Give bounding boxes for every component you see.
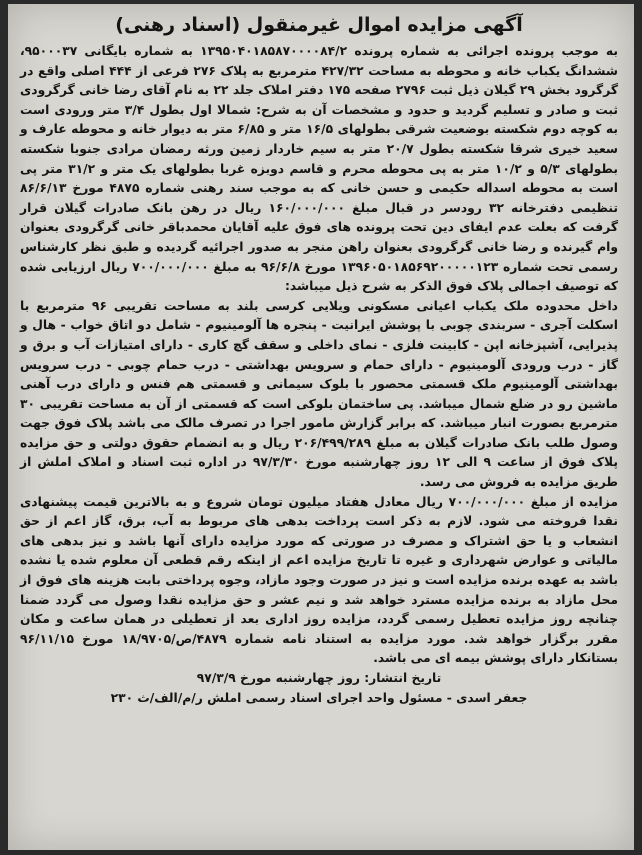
notice-title: آگهی مزایده اموال غیرمنقول (اسناد رهنی) <box>115 14 523 36</box>
notice-paragraph-property: به موجب پرونده اجرائی به شماره پرونده ۱۳۹۵۰۴۰۱۸۵۸۷۰۰۰۰۸۴/۲ به شماره بایگانی ۹۵۰۰۰۳۷، ششدانگ یکباب خانه و محوطه به مساحت ۴۲۷/۳۲ مترمربع به پلاک ۲۷۶ فرعی از ۴۴۴ اصلی واقع در گرگرود بخش ۲۹ گیلان ذیل ثبت ۲۷۹۶ صفحه ۱۷۵ دفتر املاک جلد ۲۲ به نام آقای رضا خانی گرگرودی ثبت و صادر و تسلیم گردید و حدود و مشخصات آن به شرح: شمالا اول بطول ۳/۴ متر ورودی است به کوچه دوم شکسته بوضعیت شرقی بطولهای ۱۶/۵ متر و ۶/۸۵ متر به دیوار خانه و محوطه عارف و سعید خیری شرقا شکسته بطول ۲۰/۷ متر به سیم خاردار زمین ورثه رمضان مرادی جنوبا شکسته بطولهای ۵/۳ و ۱۰/۲ متر به پی محوطه محرم و قاسم دوبزه غربا بطولهای یک متر و ۳۱/۲ متر پی است به محوطه اسداله حکیمی و حسن خانی که به موجب سند رهنی شماره ۴۸۷۵ مورخ ۸۶/۶/۱۳ تنظیمی دفترخانه ۳۲ رودسر در قبال مبلغ ۱۶۰/۰۰۰/۰۰۰ ریال در رهن بانک صادرات گیلان قرار گرفت که بعلت عدم ایفای دین تحت پرونده های فوق علیه آقایان محمدباقر خانی گرگرودی بعنوان وام گیرنده و رضا خانی گرگرودی بعنوان راهن منجر به صدور اجرائیه گردیده و طبق نظر کارشناس رسمی تحت شماره ۱۳۹۶۰۵۰۱۸۵۶۹۲۰۰۰۰۰۱۲۳ مورخ ۹۶/۶/۸ به مبلغ ۷۰۰/۰۰۰/۰۰۰ ریال ارزیابی شده که توصیف اجمالی پلاک فوق الذکر به شرح ذیل میباشد: <box>20 44 619 294</box>
notice-paragraph-terms: مزایده از مبلغ ۷۰۰/۰۰۰/۰۰۰ ریال معادل هفتاد میلیون تومان شروع و به بالاترین قیمت پیشنهادی نقدا فروخته می شود. لازم به ذکر است پرداخت بدهی های مربوط به آب، برق، گاز اعم از حق انشعاب و یا حق اشتراک و مصرف در صورتی که مورد مزایده دارای آنها باشد و نیز بدهی های مالیاتی و عوارض شهرداری و غیره تا تاریخ مزایده اعم از اینکه رقم قطعی آن معلوم شده یا نشده باشد به عهده برنده مزایده است و نیز در صورت وجود مازاد، وجوه پرداختی بابت هزینه های فوق از محل مازاد به برنده مزایده مسترد خواهد شد و نیم عشر و حق مزایده نقدا وصول می گردد ضمنا چنانچه روز مزایده تعطیل رسمی گردد، مزایده روز اداری بعد از تعطیلی در همان ساعت و مکان مقرر برگزار خواهد شد. مورد مزایده به استناد نامه شماره ۴۸۷۹/ص/۱۸/۹۷۰۵ مورخ ۹۶/۱۱/۱۵ بستانکار دارای پوشش بیمه ای می باشد. <box>20 494 618 666</box>
signature: جعفر اسدی - مسئول واحد اجرای اسناد رسمی املش ر/م/الف/ث ۲۳۰ <box>110 690 528 705</box>
notice-paragraph-description: داخل محدوده ملک یکباب اعیانی مسکونی ویلایی کرسی بلند به مساحت تقریبی ۹۶ مترمربع با اسکلت آجری - سربندی چوبی با پوشش ایرانیت - پنجره ها آلومینیوم - شامل دو اتاق خواب - هال و پذیرایی، آشپزخانه اپن - کابینت فلزی - نمای داخلی و سقف گچ کاری - دارای امتیازات آب و برق و گاز - درب ورودی آلومینیوم - دارای حمام و سرویس بهداشتی - درب حمام چوبی - درب سرویس بهداشتی آلومینیوم ملک قسمتی محصور با بلوک سیمانی و قسمتی هم فنس و دارای درب آهنی ماشین رو در ضلع شمال میباشد. پی ساختمان بلوکی است که قسمتی از آن به مساحت تقریبی ۳۰ مترمربع بصورت انبار میباشد. که برابر گزارش مامور اجرا در تصرف مالک می باشد پلاک فوق جهت وصول طلب بانک صادرات گیلان به مبلغ ۲۰۶/۴۹۹/۲۸۹ ریال و به انضمام حقوق دولتی و حق مزایده پلاک فوق از ساعت ۹ الی ۱۲ روز چهارشنبه مورخ ۹۷/۳/۳۰ در اداره ثبت اسناد و املاک املش از طریق مزایده به فروش می رسد. <box>20 298 618 490</box>
newspaper-notice <box>8 4 634 850</box>
publish-date: تاریخ انتشار: روز چهارشنبه مورخ ۹۷/۳/۹ <box>196 671 442 685</box>
